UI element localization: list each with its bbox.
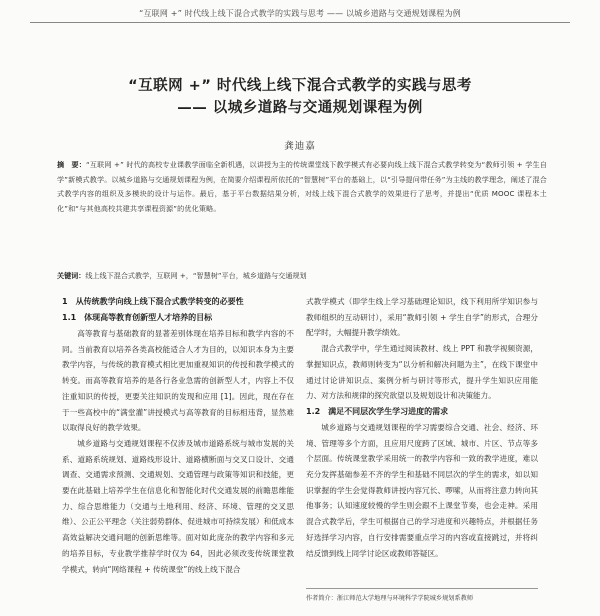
abstract-label: 摘 要： <box>57 160 86 169</box>
right-paragraph-1: 式教学模式（即学生线上学习基础理论知识，线下利用所学知识参与教师组织的互动研讨），采用“教师引领 + 学生自学”的形式，合理分配学时，大幅提升教学绩效。 <box>306 297 538 338</box>
left-paragraph-1: 高等教育与基础教育的显著差别体现在培养目标和教学内容的不同。当前教育以培养各类高校能适合人才为目的，以知识本身为主要教学内容，与传统的教育模式相比更加重视知识的传授和教学模式的转变。而高等教育培养的是各行各业急需的创新型人才，内容上不仅注重知识的传授，更要关注知识的发现和应用 [1]。因此，现在存在于一些高校中的“满堂灌”讲授模式与高等教育的目标相违背，显然难以取得良好的教学效果。 <box>62 329 294 433</box>
footnote: 作者简介：浙江师范大学地理与环境科学学院城乡规划系教师 <box>306 595 474 602</box>
abstract-text: “互联网 +” 时代的高校专业课教学面临全新机遇，以讲授为主的传统课堂线下教学模式有必要向线上线下混合式教学转变为“教师引领 + 学生自学”新模式教学。以城乡道路与交通规划课程为例，在简要介绍课程所依托的“智慧树”平台的基础上，以“引导提问带任务”为主线的教学理念，阐述了混合式教学内容的组织及多模块的设计与运作。最后，基于平台数据结果分析，对线上线下混合式教学的效果进行了思考，并提出“优质 MOOC 课程本土化”和“与其他高校共建共享课程资源”的优化策略。 <box>57 160 547 213</box>
keywords-label: 关键词： <box>57 271 86 280</box>
right-paragraph-2: 混合式教学中，学生通过阅读教材、线上 PPT 和教学视频资源，掌握知识点，教师则转变为“以分析和解决问题为主”，在线下课堂中通过讨论讲知识点、案例分析与研讨等形式，提升学生知识应用能力、对方法和规律的探究欲望以及规划设计和决策能力。 <box>306 344 538 401</box>
author: 龚迪嘉 <box>284 141 316 152</box>
running-header: “互联网 +” 时代线上线下混合式教学的实践与思考 —— 以城乡道路与交通规划课程为例 <box>139 9 461 18</box>
left-paragraph-2: 城乡道路与交通规划课程不仅涉及城市道路系统与城市发展的关系、道路系统规划、道路线形设计、道路横断面与交叉口设计、交通调查、交通需求预测、交通规划、交通管理与政策等知识和技能，更要在此基础上培养学生在信息化和智能化时代交通发展的前瞻思维能力、综合思维能力（交通与土地利用、经济、环境、管理的交叉思维）、公正公平理念（关注弱势群体、促进城市可持续发展）和低成本高效益解决交通问题的创新思维等。面对如此庞杂的教学内容和多元的培养目标，专业教学推荐学时仅为 64，因此必须改变传统课堂教学模式，转向“网络课程 + 传统课堂”的线上线下混合 <box>62 438 294 574</box>
left-column <box>62 294 294 577</box>
section-1-heading: 1 从传统教学向线上线下混合式教学转变的必要性 <box>62 297 244 306</box>
section-1-1-heading: 1.1 体现高等教育创新型人才培养的目标 <box>62 313 213 322</box>
keywords <box>57 269 547 283</box>
footnote-rule <box>306 588 538 589</box>
keywords-text: 线上线下混合式教学，互联网 +，“智慧树”平台，城乡道路与交通规划 <box>85 271 307 280</box>
paper-title: “互联网 +” 时代线上线下混合式教学的实践与思考 <box>128 78 472 94</box>
right-paragraph-3: 城乡道路与交通规划课程的学习需要综合交通、社会、经济、环境、管理等多个方面，且应用尺度跨了区域、城市、片区、节点等多个层面。传统课堂教学采用统一的教学内容和一致的教学进度，难以充分发挥基础参差不齐的学生和基础不同层次的学生的需求，如以知识掌握的学生会觉得教师讲授内容冗长、啰嗦，从而将注意力转向其他事务；认知速度较慢的学生则会跟不上课堂节奏，也会走神。采用混合式教学后，学生可根据自己的学习进度和兴趣特点，并根据任务好选择学习内容，自行安排需要重点学习的内容或直接跳过，并将纠结反馈到线上同学讨论区或教师答疑区。 <box>306 422 538 558</box>
abstract <box>57 158 547 216</box>
paper-subtitle: —— 以城乡道路与交通规划课程为例 <box>177 100 423 116</box>
right-column <box>306 294 538 561</box>
section-1-2-heading: 1.2 满足不同层次学生学习进度的需求 <box>306 406 449 416</box>
header-rule <box>30 22 570 23</box>
